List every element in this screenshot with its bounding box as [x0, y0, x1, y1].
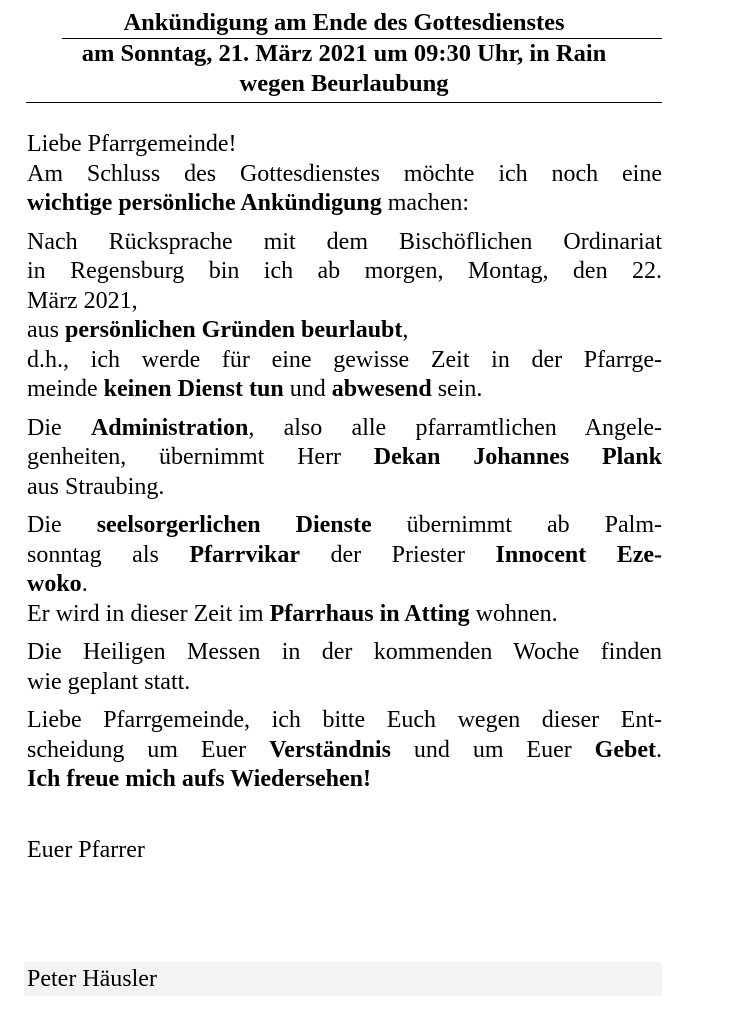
admin-line-2: [27, 443, 662, 473]
pastoral-line-4-a: Er wird in dieser Zeit im: [27, 600, 270, 627]
pastoral-line-3: [27, 570, 662, 600]
leave-line-3: März 2021,: [27, 287, 138, 314]
leave-line-6-c: sein.: [431, 376, 483, 402]
pastoral-line-2-b: der Priester: [299, 541, 496, 568]
request-line-3: [27, 765, 662, 795]
priest-name-text: Innocent Eze-: [495, 541, 662, 568]
title-rule-bottom: [26, 102, 662, 103]
dean-name-text: Dekan Johannes Plank: [373, 444, 662, 470]
leave-line-4: [27, 316, 662, 346]
farewell-text: Ich freue mich aufs Wiedersehen!: [27, 766, 371, 792]
leave-reason-text: persönlichen Gründen beurlaubt: [65, 317, 403, 343]
request-line-1: Liebe Pfarrgemeinde, ich bitte Euch wegen dieser Ent-: [27, 707, 662, 733]
paragraph-request: [27, 706, 662, 795]
leave-line-6: [27, 375, 662, 405]
admin-line-2-a: genheiten, übernimmt Herr: [27, 444, 374, 470]
title-line-1: Ankündigung am Ende des Gottesdienstes: [123, 9, 565, 36]
spacer: [27, 804, 662, 836]
paragraph-masses: [27, 638, 662, 697]
pastoral-line-1-a: Die: [27, 512, 97, 538]
leave-line-1: Nach Rücksprache mit dem Bischöflichen Ordinariat: [27, 228, 662, 255]
pastoral-line-4: [27, 600, 662, 630]
admin-line-1-b: , also alle pfarramtlichen Angele-: [248, 414, 663, 441]
administration-text: Administration: [90, 414, 249, 441]
paragraph-pastoral: [27, 511, 662, 629]
pastoral-line-2-a: sonntag als: [27, 541, 190, 568]
title-line-3: wegen Beurlaubung: [239, 70, 449, 97]
absent-text: abwesend: [331, 376, 432, 402]
prayer-text: Gebet: [594, 736, 656, 763]
paragraph-leave: [27, 228, 662, 405]
request-line-2-a: scheidung um Euer: [27, 736, 270, 763]
leave-line-6-b: und: [283, 376, 332, 402]
admin-line-1-a: Die: [27, 414, 91, 441]
title-line-2: am Sonntag, 21. März 2021 um 09:30 Uhr, in Rain: [81, 40, 607, 67]
leave-line-4-a: aus: [27, 317, 65, 343]
announcement-header: [26, 8, 662, 103]
intro-line: Am Schluss des Gottesdienstes möchte ich noch eine: [27, 160, 662, 187]
paragraph-greeting: [27, 130, 662, 219]
admin-line-3: aus Straubing.: [27, 473, 165, 500]
announcement-body: [27, 130, 662, 865]
leave-line-4-c: ,: [402, 317, 409, 343]
masses-line-1: Die Heiligen Messen in der kommenden Woche finden: [27, 639, 662, 665]
pastoral-line-2: [27, 541, 662, 571]
signature-highlight: [24, 962, 662, 996]
pastoral-services-text: seelsorgerlichen Dienste: [96, 512, 372, 538]
intro-line-2: [27, 189, 662, 219]
pastoral-line-3-c: .: [81, 571, 88, 597]
pastoral-line-4-b: wohnen.: [469, 600, 558, 627]
priest-name-continued: woko: [27, 571, 82, 597]
understanding-text: Verständnis: [269, 736, 391, 763]
pastoral-line-1-b: übernimmt ab Palm-: [371, 512, 663, 538]
request-line-2-c: .: [655, 736, 662, 763]
pastoral-line-1: [27, 511, 662, 541]
important-announcement-text: wichtige persönliche Ankündigung: [27, 190, 382, 216]
closing-salutation: Euer Pfarrer: [27, 836, 145, 863]
no-service-text: keinen Dienst tun: [103, 376, 284, 402]
request-line-2: [27, 736, 662, 766]
paragraph-administration: [27, 414, 662, 503]
leave-line-5: d.h., ich werde für eine gewisse Zeit in der Pfarrge-: [27, 346, 662, 373]
signature-name: Peter Häusler: [27, 966, 157, 992]
masses-line-2: wie geplant statt.: [27, 668, 191, 695]
leave-line-6-a: meinde: [27, 376, 104, 402]
parish-house-text: Pfarrhaus in Atting: [269, 600, 470, 627]
leave-line-2: in Regensburg bin ich ab morgen, Montag, den 22.: [27, 258, 662, 284]
intro-line-2-rest: machen:: [381, 190, 470, 216]
greeting-line: Liebe Pfarrgemeinde!: [27, 131, 237, 157]
admin-line-1: [27, 414, 662, 444]
vicar-title-text: Pfarrvikar: [189, 541, 300, 568]
request-line-2-b: und um Euer: [390, 736, 595, 763]
